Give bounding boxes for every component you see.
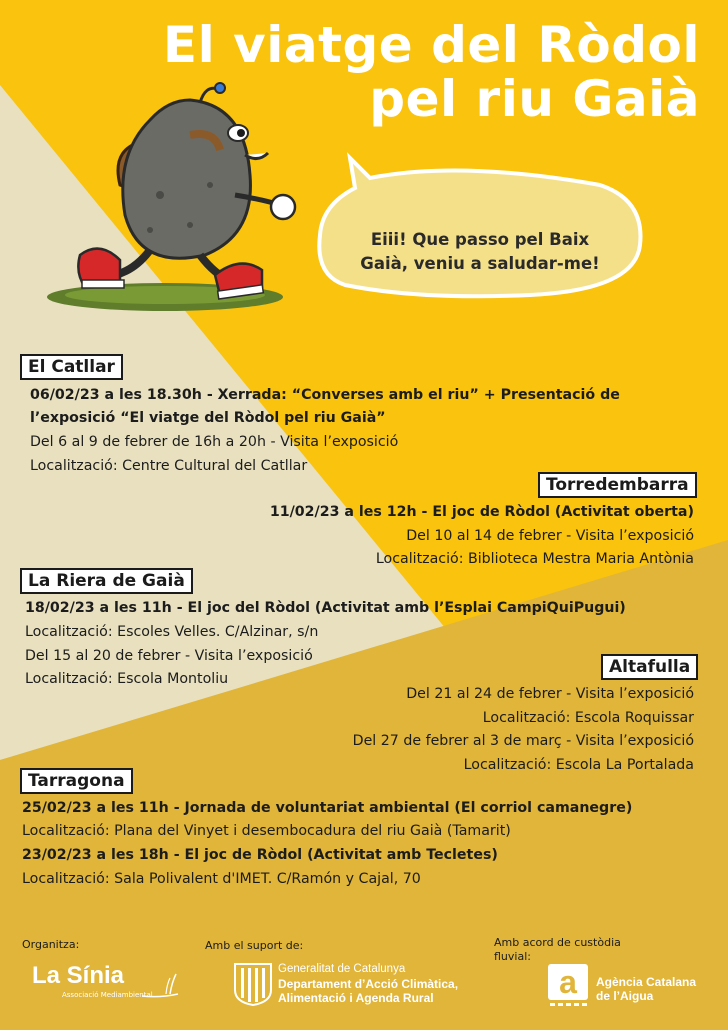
riera-line-4: Localització: Escola Montoliu [25, 671, 229, 687]
town-label-el-catllar: El Catllar [20, 354, 123, 380]
town-label-la-riera-de-gaia: La Riera de Gaià [20, 568, 193, 594]
generalitat-emblem-icon [233, 962, 273, 1006]
town-label-altafulla: Altafulla [601, 654, 698, 680]
svg-text:a: a [559, 964, 577, 1000]
la-sinia-subtitle: Associació Mediambiental [62, 991, 153, 999]
riera-line-3: Del 15 al 20 de febrer - Visita l’exposició [25, 648, 313, 664]
tarragona-line-4: Localització: Sala Polivalent d'IMET. C/Ramón y Cajal, 70 [22, 871, 421, 887]
altafulla-line-2: Localització: Escola Roquissar [482, 710, 694, 726]
catllar-event: Xerrada: “Converses amb el riu” + Presentació de [217, 387, 620, 403]
catllar-date: 06/02/23 a les 18.30h - [30, 387, 218, 403]
footer-custodia-label: Amb acord de custòdia fluvial: [494, 936, 621, 963]
catllar-line-1 [30, 385, 620, 405]
altafulla-line-1: Del 21 al 24 de febrer - Visita l’exposició [406, 686, 694, 702]
riera-line-1: 18/02/23 a les 11h - El joc del Ròdol (Activitat amb l’Esplai CampiQuiPugui) [25, 600, 626, 616]
title-line-1: El viatge del Ròdol [162, 16, 700, 74]
altafulla-line-4: Localització: Escola La Portalada [463, 757, 694, 773]
catllar-line-4: Localització: Centre Cultural del Catllar [30, 458, 308, 474]
town-label-tarragona: Tarragona [20, 768, 133, 794]
footer-suport-label: Amb el suport de: [205, 939, 304, 952]
tarragona-line-2: Localització: Plana del Vinyet i desembocadura del riu Gaià (Tamarit) [22, 823, 511, 839]
torredembarra-line-3: Localització: Biblioteca Mestra Maria Antònia [375, 551, 694, 567]
aca-name-line-2: de l’Aigua [596, 989, 654, 1003]
aca-name-line-1: Agència Catalana [596, 975, 697, 989]
gencat-name: Generalitat de Catalunya [278, 963, 406, 975]
poster-title [60, 18, 700, 126]
bubble-line-1: Eiii! Que passo pel Baix [370, 230, 590, 249]
la-sinia-logo: La Sínia [32, 962, 125, 989]
town-label-torredembarra: Torredembarra [538, 472, 697, 498]
catllar-line-2: l’exposició “El viatge del Ròdol pel riu Gaià” [30, 410, 386, 426]
tarragona-line-3: 23/02/23 a les 18h - El joc de Ròdol (Activitat amb Tecletes) [22, 847, 498, 863]
torredembarra-line-1: 11/02/23 a les 12h - El joc de Ròdol (Activitat oberta) [269, 504, 694, 520]
riera-line-2: Localització: Escoles Velles. C/Alzinar, s/n [25, 624, 319, 640]
footer-organitza-label: Organitza: [22, 938, 80, 951]
bubble-line-2: Gaià, veniu a saludar-me! [360, 254, 600, 273]
gencat-department-line-2: Alimentació i Agenda Rural [278, 991, 434, 1005]
gencat-department-line-1: Departament d’Acció Climàtica, [278, 977, 459, 991]
altafulla-line-3: Del 27 de febrer al 3 de març - Visita l’exposició [352, 733, 694, 749]
title-line-2: pel riu Gaià [369, 70, 700, 128]
tarragona-line-1: 25/02/23 a les 11h - Jornada de voluntariat ambiental (El corriol camanegre) [22, 800, 633, 816]
speech-bubble-text [330, 228, 630, 276]
aca-logo-icon [546, 962, 590, 1008]
la-sinia-reed-icon [140, 968, 180, 1000]
torredembarra-line-2: Del 10 al 14 de febrer - Visita l’exposició [406, 528, 694, 544]
catllar-line-3: Del 6 al 9 de febrer de 16h a 20h - Visita l’exposició [30, 434, 399, 450]
